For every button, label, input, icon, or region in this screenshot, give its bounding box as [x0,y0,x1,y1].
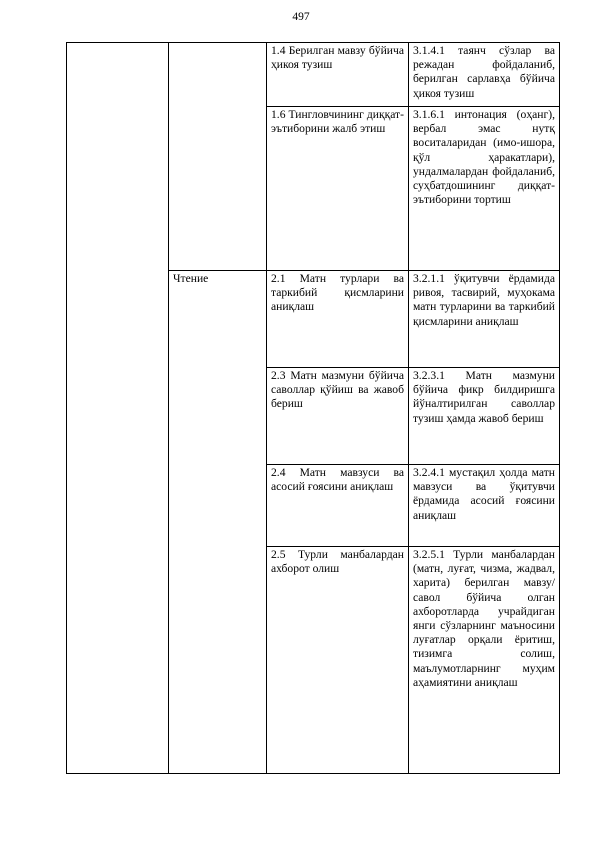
skill-cell: 2.3 Матн мазмуни бўйича саволлар қўйиш ва жавоб бериш [267,368,409,465]
section-cell [169,43,267,271]
outcome-cell: 3.2.1.1 ўқитувчи ёрдамида ривоя, тасвирий, муҳокама матн турларини ва таркибий қисмларини аниқлаш [409,271,560,368]
skill-cell: 2.1 Матн турлари ва таркибий қисмларини аниқлаш [267,271,409,368]
outcome-cell: 3.2.5.1 Турли манбалардан (матн, луғат, чизма, жадвал, харита) берилган мавзу/савол бўйича олган ахборотларда учрайдиган янги сўзларнинг маъносини луғатлар орқали ёритиш, тизимга солиш, маълумотларнинг муҳим аҳамиятини аниқлаш [409,547,560,774]
skill-cell: 1.6 Тингловчининг диққат-эътиборини жалб этиш [267,107,409,271]
table-row [67,43,560,107]
outcome-cell: 3.1.6.1 интонация (оҳанг), вербал эмас нутқ воситаларидан (имо-ишора, қўл ҳаракатлари), ундалмалардан фойдаланиб, суҳбатдошининг диққат-эътиборини тортиш [409,107,560,271]
outcome-cell: 3.1.4.1 таянч сўзлар ва режадан фойдаланиб, берилган сарлавҳа бўйича ҳикоя тузиш [409,43,560,107]
skill-cell: 2.4 Матн мавзуси ва асосий ғоясини аниқлаш [267,465,409,547]
outcome-cell: 3.2.3.1 Матн мазмуни бўйича фикр билдиришга йўналтирилган саволлар тузиш ҳамда жавоб бериш [409,368,560,465]
section-cell: Чтение [169,271,267,774]
skill-cell: 1.4 Берилган мавзу бўйича ҳикоя тузиш [267,43,409,107]
grade-cell [67,43,169,774]
page-number: 497 [292,11,310,23]
outcome-cell: 3.2.4.1 мустақил ҳолда матн мавзуси ва ўқитувчи ёрдамида асосий ғоясини аниқлаш [409,465,560,547]
curriculum-table [66,42,560,774]
skill-cell: 2.5 Турли манбалардан ахборот олиш [267,547,409,774]
